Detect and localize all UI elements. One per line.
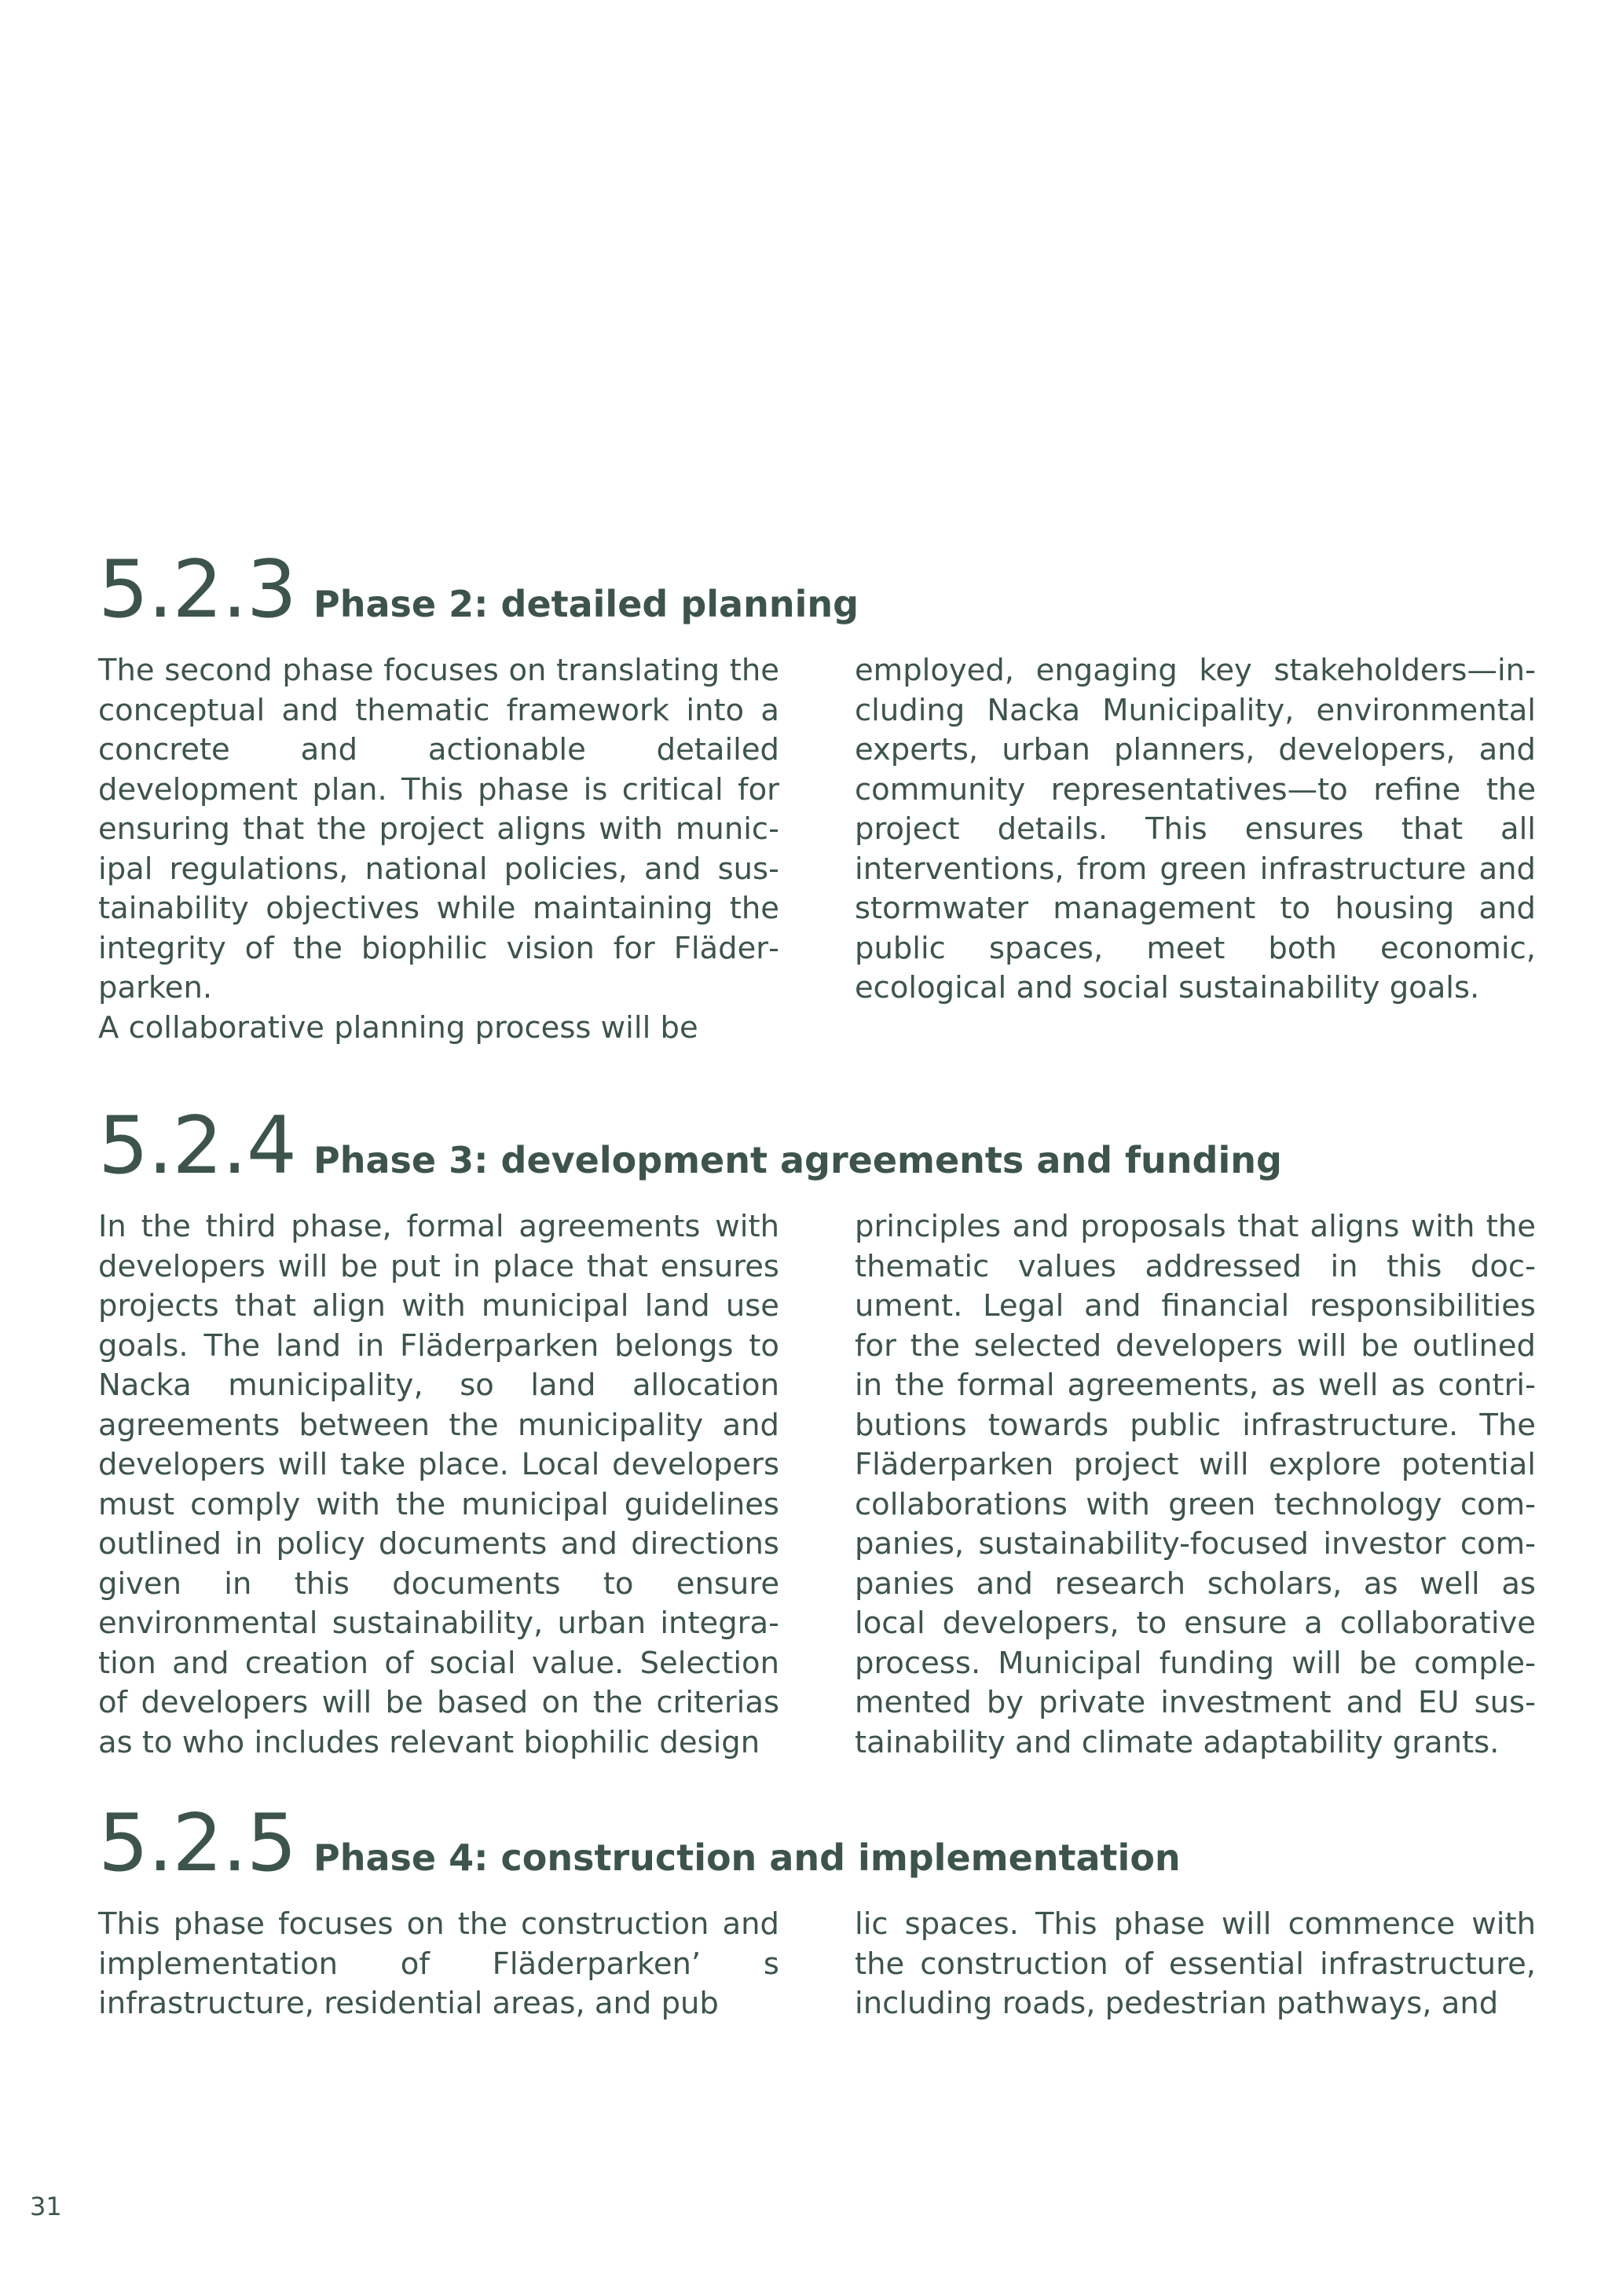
paragraph: A collaborative planning process will be [98,1009,698,1045]
left-column [98,1905,779,2024]
text-columns [98,1207,1536,1763]
section-5-2-5 [98,1796,1536,2024]
text-columns [98,1905,1536,2024]
paragraph: lic spaces. This phase will commence with the construction of essential infrastructure, including roads, pedestrian pathways, and [855,1906,1536,2021]
paragraph: In the third phase, formal agreements with developers will be put in place that ensures projects that align with municipal land use goals. The land in Fläderparken belongs to Nacka municipality, so land allocation agreements between the municipality and developers will take place. Local developers must comply with the municipal guidelines outlined in policy documents and directions given in this documents to ensure environmental sustainability, urban integration and creation of social value. Selection of developers will be based on the criterias as to who includes relevant biophilic design [98,1209,779,1760]
left-column [98,651,779,1048]
right-column [855,1207,1536,1763]
section-number: 5.2.3 [98,543,296,635]
section-title: Phase 2: detailed planning [313,583,859,625]
section-number: 5.2.4 [98,1099,296,1192]
left-column [98,1207,779,1763]
section-number: 5.2.5 [98,1796,296,1889]
text-columns [98,651,1536,1048]
section-5-2-4 [98,1099,1536,1763]
section-heading [98,1796,1536,1889]
paragraph: employed, engaging key stakeholders—including Nacka Municipality, environmental experts, urban planners, developers, and community representatives—to refine the project details. This ensures that all interventions, from green infrastructure and stormwater management to housing and public spaces, meet both economic, ecological and social sustainability goals. [855,653,1536,1005]
section-title: Phase 3: development agreements and funding [313,1139,1282,1181]
section-5-2-3 [98,543,1536,1048]
page-number: 31 [30,2192,62,2221]
section-heading [98,543,1536,635]
paragraph: This phase focuses on the construction and implementation of Fläderparken’ s infrastructure, residential areas, and pub [98,1906,779,2021]
section-heading [98,1099,1536,1192]
section-title: Phase 4: construction and implementation [313,1836,1181,1879]
right-column [855,651,1536,1048]
paragraph: The second phase focuses on translating the conceptual and thematic framework into a concrete and actionable detailed development plan. This phase is critical for ensuring that the project aligns with municipal regulations, national policies, and sustainability objectives while maintaining the integrity of the biophilic vision for Fläderparken. [98,653,779,1005]
right-column [855,1905,1536,2024]
paragraph: principles and proposals that aligns with the thematic values addressed in this document. Legal and financial responsibilities for the selected developers will be outlined in the formal agreements, as well as contributions towards public infrastructure. The Fläderparken project will explore potential collaborations with green technology companies, sustainability-focused investor companies and research scholars, as well as local developers, to ensure a collaborative process. Municipal funding will be complemented by private investment and EU sustainability and climate adaptability grants. [855,1209,1536,1760]
